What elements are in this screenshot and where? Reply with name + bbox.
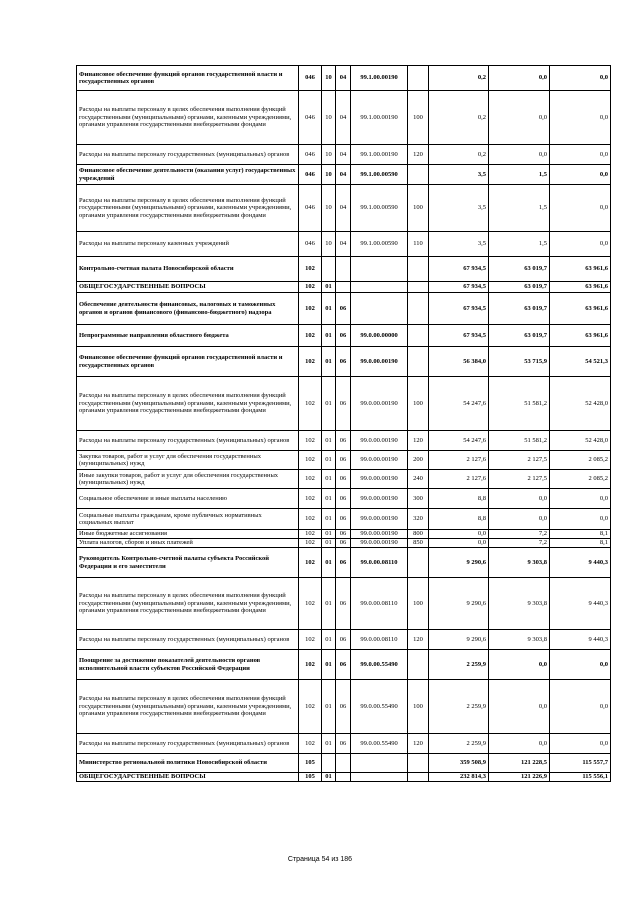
row-rz: 01 [322,489,336,509]
row-rz: 01 [322,282,336,293]
row-gr: 046 [299,165,322,185]
row-csr: 99.1.00.00190 [351,66,408,91]
row-value-3: 63 961,6 [550,257,611,282]
row-name: Социальные выплаты гражданам, кроме публичных нормативных социальных выплат [77,509,299,530]
row-value-3: 0,0 [550,165,611,185]
row-vr: 100 [408,185,429,232]
row-csr: 99.0.00.00190 [351,530,408,539]
row-csr: 99.1.00.00190 [351,145,408,165]
row-csr: 99.1.00.00590 [351,165,408,185]
row-value-1: 67 934,5 [429,325,489,347]
table-row [77,232,611,257]
row-rz: 01 [322,650,336,680]
row-name: Расходы на выплаты персоналу государственных (муниципальных) органов [77,630,299,650]
row-value-3: 0,0 [550,91,611,145]
row-value-1: 0,2 [429,66,489,91]
row-rz: 01 [322,734,336,754]
row-value-1: 3,5 [429,232,489,257]
row-value-2: 2 127,5 [489,470,550,489]
row-name: Контрольно-счетная палата Новосибирской области [77,257,299,282]
row-rz: 01 [322,578,336,630]
row-rz: 10 [322,165,336,185]
row-value-2: 0,0 [489,145,550,165]
table-row [77,470,611,489]
table-row [77,431,611,451]
row-csr: 99.0.00.00190 [351,509,408,530]
row-value-3: 0,0 [550,145,611,165]
table-row [77,282,611,293]
table-row [77,539,611,548]
table-row [77,734,611,754]
row-name: Расходы на выплаты персоналу государственных (муниципальных) органов [77,431,299,451]
row-gr: 046 [299,185,322,232]
row-value-2: 9 303,8 [489,578,550,630]
row-gr: 046 [299,66,322,91]
row-pr: 06 [336,539,351,548]
row-value-2: 0,0 [489,66,550,91]
row-csr: 99.0.00.00190 [351,451,408,470]
row-pr: 06 [336,650,351,680]
row-rz [322,257,336,282]
table-row [77,489,611,509]
row-value-3: 8,1 [550,530,611,539]
row-csr: 99.1.00.00190 [351,91,408,145]
row-csr: 99.0.00.55490 [351,680,408,734]
row-pr [336,754,351,773]
row-gr: 102 [299,293,322,325]
row-pr: 06 [336,530,351,539]
row-value-2: 63 019,7 [489,293,550,325]
row-rz: 01 [322,451,336,470]
row-value-1: 9 290,6 [429,548,489,578]
row-value-1: 3,5 [429,165,489,185]
row-value-2: 0,0 [489,734,550,754]
row-gr: 102 [299,578,322,630]
row-rz: 01 [322,293,336,325]
table-row [77,578,611,630]
row-csr: 99.1.00.00590 [351,232,408,257]
row-rz: 10 [322,66,336,91]
table-row [77,325,611,347]
row-pr: 06 [336,470,351,489]
row-pr: 04 [336,91,351,145]
row-name: ОБЩЕГОСУДАРСТВЕННЫЕ ВОПРОСЫ [77,282,299,293]
row-value-3: 2 085,2 [550,451,611,470]
row-value-2: 7,2 [489,530,550,539]
row-value-3: 0,0 [550,509,611,530]
row-value-3: 115 557,7 [550,754,611,773]
row-value-2: 63 019,7 [489,282,550,293]
row-vr [408,325,429,347]
row-rz: 10 [322,185,336,232]
row-value-3: 63 961,6 [550,293,611,325]
row-name: Финансовое обеспечение деятельности (оказания услуг) государственных учреждений [77,165,299,185]
row-csr: 99.1.00.00590 [351,185,408,232]
row-vr [408,773,429,782]
row-csr: 99.0.00.00190 [351,431,408,451]
row-rz: 10 [322,145,336,165]
row-pr: 06 [336,347,351,377]
row-rz: 01 [322,630,336,650]
budget-table [76,65,611,782]
row-vr: 300 [408,489,429,509]
row-pr [336,773,351,782]
table-row [77,66,611,91]
table-row [77,754,611,773]
row-value-3: 0,0 [550,650,611,680]
row-value-2: 121 226,9 [489,773,550,782]
row-vr: 120 [408,734,429,754]
row-value-3: 0,0 [550,489,611,509]
row-vr: 100 [408,578,429,630]
row-value-3: 54 521,3 [550,347,611,377]
row-pr [336,257,351,282]
row-value-1: 359 508,9 [429,754,489,773]
row-value-2: 0,0 [489,650,550,680]
row-value-2: 0,0 [489,91,550,145]
row-vr [408,754,429,773]
row-csr: 99.0.00.08110 [351,548,408,578]
row-value-3: 0,0 [550,232,611,257]
row-vr: 850 [408,539,429,548]
row-pr: 06 [336,431,351,451]
row-csr: 99.0.00.00000 [351,325,408,347]
row-rz: 01 [322,548,336,578]
row-csr: 99.0.00.55490 [351,650,408,680]
row-gr: 102 [299,347,322,377]
row-value-1: 2 127,6 [429,451,489,470]
row-csr [351,754,408,773]
table-row [77,773,611,782]
row-value-3: 52 428,0 [550,377,611,431]
row-rz: 01 [322,539,336,548]
row-gr: 105 [299,773,322,782]
row-vr [408,347,429,377]
row-name: Закупка товаров, работ и услуг для обеспечения государственных (муниципальных) нужд [77,451,299,470]
row-value-2: 2 127,5 [489,451,550,470]
row-name: Расходы на выплаты персоналу в целях обеспечения выполнения функций государственными (муниципальными) органами, казенными учреждениями, органами управления государственными внебюджетными фондами [77,185,299,232]
row-vr [408,293,429,325]
row-value-2: 0,0 [489,489,550,509]
table-row [77,145,611,165]
row-vr [408,548,429,578]
row-csr [351,282,408,293]
row-pr: 06 [336,325,351,347]
row-csr [351,773,408,782]
row-rz: 01 [322,377,336,431]
row-vr [408,66,429,91]
row-value-3: 9 440,3 [550,548,611,578]
row-vr: 120 [408,145,429,165]
row-vr [408,650,429,680]
row-value-1: 9 290,6 [429,578,489,630]
row-gr: 046 [299,145,322,165]
row-value-2: 9 303,8 [489,548,550,578]
row-gr: 102 [299,377,322,431]
row-pr: 04 [336,232,351,257]
row-value-1: 2 259,9 [429,680,489,734]
row-pr [336,282,351,293]
row-pr: 04 [336,145,351,165]
row-csr: 99.0.00.08110 [351,578,408,630]
row-rz: 01 [322,680,336,734]
row-value-1: 8,8 [429,509,489,530]
row-value-3: 0,0 [550,680,611,734]
row-value-1: 67 934,5 [429,282,489,293]
row-value-2: 1,5 [489,232,550,257]
row-name: Министерство региональной политики Новосибирской области [77,754,299,773]
row-gr: 102 [299,325,322,347]
row-vr [408,257,429,282]
row-vr: 320 [408,509,429,530]
row-value-1: 0,0 [429,530,489,539]
row-gr: 105 [299,754,322,773]
row-gr: 102 [299,630,322,650]
row-rz: 10 [322,91,336,145]
row-vr [408,165,429,185]
row-value-3: 63 961,6 [550,282,611,293]
table-row [77,509,611,530]
table-row [77,680,611,734]
row-value-3: 0,0 [550,185,611,232]
table-row [77,293,611,325]
row-name: Расходы на выплаты персоналу в целях обеспечения выполнения функций государственными (муниципальными) органами, казенными учреждениями, органами управления государственными внебюджетными фондами [77,91,299,145]
row-name: Расходы на выплаты персоналу государственных (муниципальных) органов [77,734,299,754]
row-pr: 06 [336,451,351,470]
row-value-2: 51 581,2 [489,377,550,431]
row-value-1: 0,2 [429,91,489,145]
row-value-3: 115 556,1 [550,773,611,782]
row-vr: 120 [408,431,429,451]
row-vr [408,282,429,293]
row-value-1: 232 814,3 [429,773,489,782]
table-row [77,91,611,145]
row-name: Поощрение за достижение показателей деятельности органов исполнительной власти субъектов Российской Федерации [77,650,299,680]
row-vr: 240 [408,470,429,489]
row-vr: 100 [408,680,429,734]
row-pr: 04 [336,185,351,232]
row-value-1: 0,0 [429,539,489,548]
table-row [77,650,611,680]
row-name: Расходы на выплаты персоналу казенных учреждений [77,232,299,257]
row-value-3: 52 428,0 [550,431,611,451]
row-name: Расходы на выплаты персоналу в целях обеспечения выполнения функций государственными (муниципальными) органами, казенными учреждениями, органами управления государственными внебюджетными фондами [77,578,299,630]
row-name: Руководитель Контрольно-счетной палаты субъекта Российской Федерации и его заместители [77,548,299,578]
row-name: Непрограммные направления областного бюджета [77,325,299,347]
row-name: Расходы на выплаты персоналу государственных (муниципальных) органов [77,145,299,165]
row-pr: 06 [336,734,351,754]
row-vr: 800 [408,530,429,539]
row-csr [351,257,408,282]
row-csr: 99.0.00.00190 [351,539,408,548]
table-row [77,377,611,431]
row-value-3: 63 961,6 [550,325,611,347]
row-name: ОБЩЕГОСУДАРСТВЕННЫЕ ВОПРОСЫ [77,773,299,782]
row-pr: 06 [336,548,351,578]
row-value-2: 7,2 [489,539,550,548]
row-value-2: 63 019,7 [489,257,550,282]
row-value-2: 63 019,7 [489,325,550,347]
table-row [77,630,611,650]
row-vr: 200 [408,451,429,470]
table-row [77,185,611,232]
row-value-2: 0,0 [489,509,550,530]
row-value-1: 67 934,5 [429,257,489,282]
row-gr: 102 [299,530,322,539]
row-vr: 100 [408,377,429,431]
row-csr: 99.0.00.00190 [351,489,408,509]
row-value-1: 8,8 [429,489,489,509]
row-pr: 06 [336,377,351,431]
page-number: Страница 54 из 186 [287,856,353,863]
row-pr: 06 [336,489,351,509]
row-gr: 102 [299,431,322,451]
row-name: Финансовое обеспечение функций органов государственной власти и государственных органов [77,347,299,377]
row-gr: 102 [299,680,322,734]
row-value-2: 121 228,5 [489,754,550,773]
row-pr: 06 [336,293,351,325]
row-gr: 102 [299,734,322,754]
row-value-1: 56 384,0 [429,347,489,377]
row-value-1: 2 259,9 [429,650,489,680]
row-gr: 046 [299,91,322,145]
row-pr: 06 [336,680,351,734]
row-value-1: 2 259,9 [429,734,489,754]
row-value-1: 2 127,6 [429,470,489,489]
row-value-3: 9 440,3 [550,578,611,630]
row-value-1: 54 247,6 [429,377,489,431]
row-csr: 99.0.00.00190 [351,470,408,489]
row-value-2: 1,5 [489,165,550,185]
row-rz: 01 [322,509,336,530]
row-rz [322,754,336,773]
row-value-3: 0,0 [550,66,611,91]
row-value-1: 9 290,6 [429,630,489,650]
row-vr: 120 [408,630,429,650]
row-rz: 10 [322,232,336,257]
row-rz: 01 [322,347,336,377]
row-value-1: 0,2 [429,145,489,165]
row-rz: 01 [322,773,336,782]
row-csr [351,293,408,325]
table-row [77,257,611,282]
row-rz: 01 [322,325,336,347]
table-row [77,530,611,539]
row-pr: 04 [336,165,351,185]
row-value-2: 53 715,9 [489,347,550,377]
table-row [77,165,611,185]
row-name: Уплата налогов, сборов и иных платежей [77,539,299,548]
row-pr: 06 [336,509,351,530]
row-gr: 102 [299,489,322,509]
table-row [77,548,611,578]
row-gr: 102 [299,257,322,282]
row-value-2: 9 303,8 [489,630,550,650]
row-value-2: 51 581,2 [489,431,550,451]
row-name: Социальное обеспечение и иные выплаты населению [77,489,299,509]
row-name: Обеспечение деятельности финансовых, налоговых и таможенных органов и органов финансового (финансово-бюджетного) надзора [77,293,299,325]
row-pr: 06 [336,578,351,630]
row-name: Расходы на выплаты персоналу в целях обеспечения выполнения функций государственными (муниципальными) органами, казенными учреждениями, органами управления государственными внебюджетными фондами [77,680,299,734]
row-value-1: 3,5 [429,185,489,232]
row-rz: 01 [322,431,336,451]
row-rz: 01 [322,470,336,489]
row-pr: 04 [336,66,351,91]
row-value-3: 0,0 [550,734,611,754]
row-pr: 06 [336,630,351,650]
row-csr: 99.0.00.55490 [351,734,408,754]
row-gr: 046 [299,232,322,257]
row-name: Иные закупки товаров, работ и услуг для обеспечения государственных (муниципальных) нужд [77,470,299,489]
row-vr: 100 [408,91,429,145]
row-csr: 99.0.00.08110 [351,630,408,650]
row-gr: 102 [299,509,322,530]
row-rz: 01 [322,530,336,539]
row-value-2: 0,0 [489,680,550,734]
row-value-2: 1,5 [489,185,550,232]
row-name: Финансовое обеспечение функций органов государственной власти и государственных органов [77,66,299,91]
row-value-3: 8,1 [550,539,611,548]
row-gr: 102 [299,470,322,489]
row-csr: 99.0.00.00190 [351,347,408,377]
row-name: Расходы на выплаты персоналу в целях обеспечения выполнения функций государственными (муниципальными) органами, казенными учреждениями, органами управления государственными внебюджетными фондами [77,377,299,431]
row-gr: 102 [299,548,322,578]
row-gr: 102 [299,650,322,680]
table-row [77,451,611,470]
row-value-1: 67 934,5 [429,293,489,325]
row-csr: 99.0.00.00190 [351,377,408,431]
row-gr: 102 [299,539,322,548]
row-value-3: 2 085,2 [550,470,611,489]
row-vr: 110 [408,232,429,257]
row-gr: 102 [299,451,322,470]
table-row [77,347,611,377]
row-gr: 102 [299,282,322,293]
row-value-1: 54 247,6 [429,431,489,451]
row-value-3: 9 440,3 [550,630,611,650]
row-name: Иные бюджетные ассигнования [77,530,299,539]
